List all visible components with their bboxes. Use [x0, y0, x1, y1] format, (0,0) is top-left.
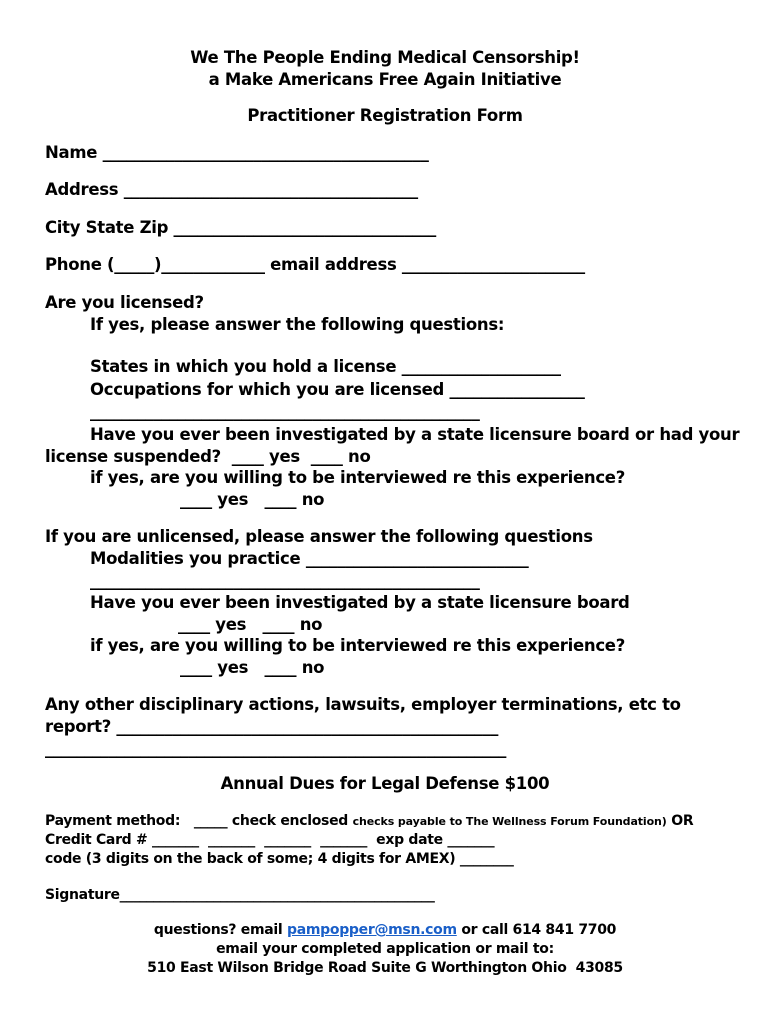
- unlicensed-investigated-question: Have you ever been investigated by a state licensure board: [90, 593, 630, 612]
- footer-address: 510 East Wilson Bridge Road Suite G Worthington Ohio 43085: [147, 960, 623, 976]
- phone-email-field[interactable]: Phone (_____)_____________ email address _______________________: [45, 255, 585, 274]
- unlicensed-instruction: If you are unlicensed, please answer the following questions: [45, 527, 593, 546]
- licensed-suspended-options[interactable]: license suspended? ____ yes ____ no: [45, 447, 371, 466]
- name-field[interactable]: Name _________________________________________: [45, 143, 429, 162]
- city-state-zip-field[interactable]: City State Zip _________________________________: [45, 218, 436, 237]
- email-link[interactable]: pampopper@msn.com: [287, 922, 457, 938]
- licensed-occupations-continued[interactable]: _________________________________________________: [90, 402, 480, 421]
- licensed-occupations-field[interactable]: Occupations for which you are licensed _________________: [90, 380, 585, 399]
- phone-text: or call 614 841 7700: [456, 922, 617, 938]
- payment-or: OR: [666, 813, 694, 829]
- licensed-question: Are you licensed?: [45, 293, 204, 312]
- licensed-instruction: If yes, please answer the following questions:: [90, 315, 505, 334]
- card-code-field[interactable]: code (3 digits on the back of some; 4 digits for AMEX) ________: [45, 851, 514, 867]
- licensed-interview-question: if yes, are you willing to be interviewed re this experience?: [90, 468, 625, 487]
- unlicensed-interview-options[interactable]: ____ yes ____ no: [180, 658, 325, 677]
- address-field[interactable]: Address _____________________________________: [45, 180, 418, 199]
- licensed-states-field[interactable]: States in which you hold a license ____________________: [90, 357, 561, 376]
- payment-method-label[interactable]: Payment method: _____ check enclosed: [45, 813, 353, 829]
- dues-heading: Annual Dues for Legal Defense $100: [220, 774, 550, 793]
- unlicensed-interview-question: if yes, are you willing to be interviewed re this experience?: [90, 636, 625, 655]
- form-title: Practitioner Registration Form: [247, 106, 523, 125]
- footer-mail-instruction: email your completed application or mail to:: [216, 941, 554, 957]
- title-line-2: a Make Americans Free Again Initiative: [208, 70, 562, 89]
- payment-method-line: [45, 811, 693, 832]
- licensed-interview-options[interactable]: ____ yes ____ no: [180, 490, 325, 509]
- disciplinary-report-continued[interactable]: __________________________________________________________: [45, 739, 507, 758]
- unlicensed-modalities-continued[interactable]: _________________________________________________: [90, 571, 480, 590]
- footer-questions-line: [0, 920, 770, 940]
- disciplinary-question: Any other disciplinary actions, lawsuits, employer terminations, etc to: [45, 695, 681, 714]
- questions-prefix: questions? email: [153, 922, 287, 938]
- credit-card-field[interactable]: Credit Card # _______ _______ _______ _______ exp date _______: [45, 832, 495, 848]
- disciplinary-report-field[interactable]: report? ________________________________________________: [45, 717, 499, 736]
- licensed-investigated-question: Have you ever been investigated by a state licensure board or had your: [90, 425, 740, 444]
- title-line-1: We The People Ending Medical Censorship!: [190, 48, 580, 67]
- payable-note: checks payable to The Wellness Forum Foundation): [352, 815, 667, 828]
- unlicensed-investigated-options[interactable]: ____ yes ____ no: [178, 615, 323, 634]
- unlicensed-modalities-field[interactable]: Modalities you practice ____________________________: [90, 549, 529, 568]
- signature-field[interactable]: Signature_______________________________________________: [45, 887, 435, 903]
